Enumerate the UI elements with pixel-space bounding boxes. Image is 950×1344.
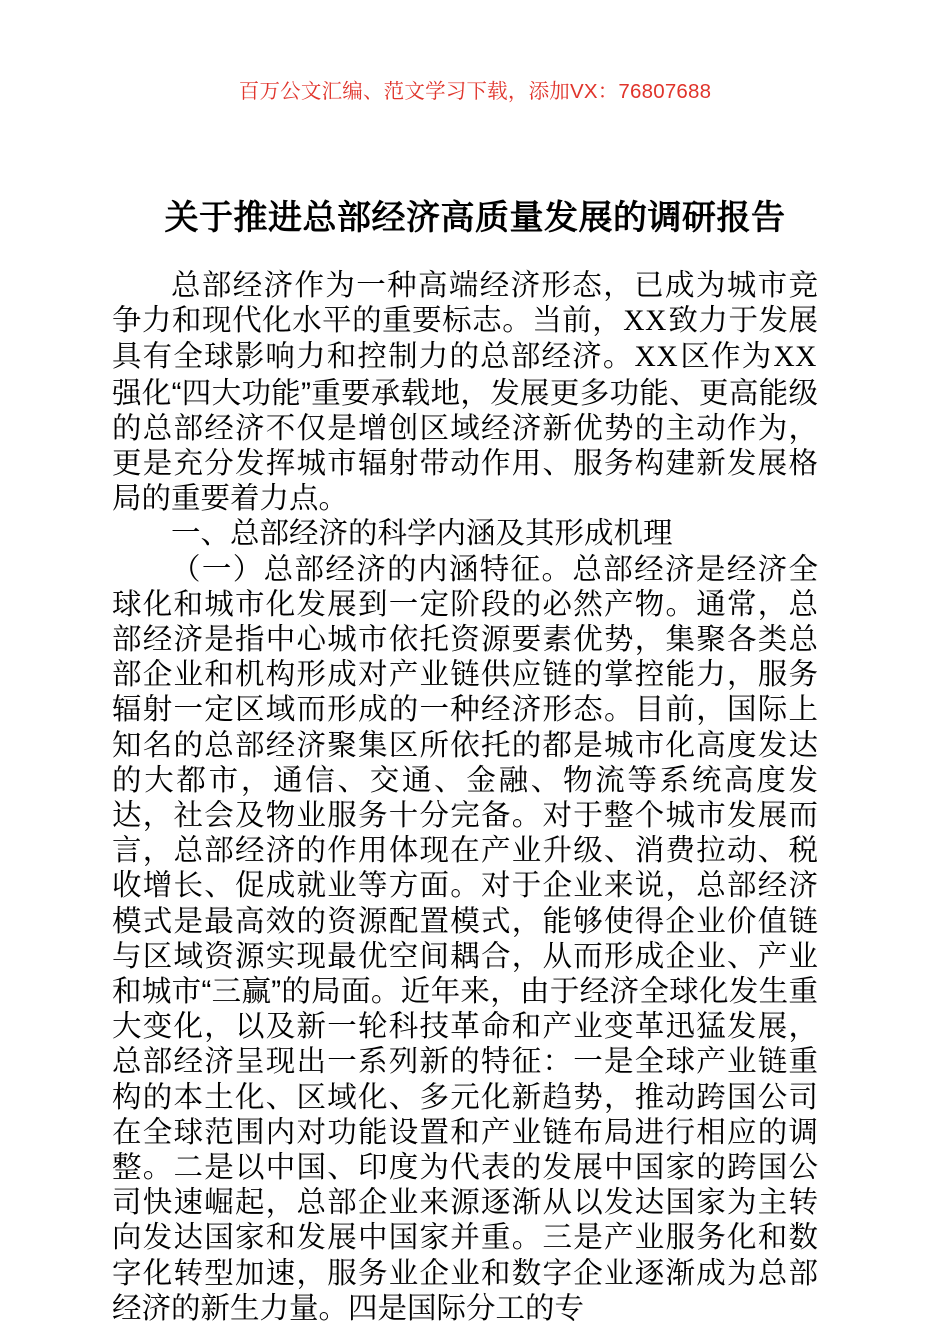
latin-token: XX xyxy=(623,305,667,338)
paragraph-intro: 总部经济作为一种高端经济形态，已成为城市竞争力和现代化水平的重要标志。当前，XX致力于发展具有全球影响力和控制力的总部经济。XX区作为XX强化“四大功能”重要承载地，发展更多功能、更高能级的总部经济不仅是增创区域经济新优势的主动作为，更是充分发挥城市辐射带动作用、服务构建新发展格局的重要着力点。 xyxy=(112,269,818,516)
latin-token: XX xyxy=(773,341,817,374)
section-heading-1: 一、总部经济的科学内涵及其形成机理 xyxy=(171,517,673,551)
page-title: 关于推进总部经济高质量发展的调研报告 xyxy=(164,198,786,237)
document-body xyxy=(112,268,818,1326)
paragraph-1-1: （一）总部经济的内涵特征。总部经济是经济全球化和城市化发展到一定阶段的必然产物。通常，总部经济是指中心城市依托资源要素优势，集聚各类总部企业和机构形成对产业链供应链的掌控能力，服务辐射一定区域而形成的一种经济形态。目前，国际上知名的总部经济聚集区所依托的都是城市化高度发达的大都市，通信、交通、金融、物流等系统高度发达，社会及物业服务十分完备。对于整个城市发展而言，总部经济的作用体现在产业升级、消费拉动、税收增长、促成就业等方面。对于企业来说，总部经济模式是最高效的资源配置模式，能够使得企业价值链与区域资源实现最优空间耦合，从而形成企业、产业和城市“三赢”的局面。近年来，由于经济全球化发生重大变化，以及新一轮科技革命和产业变革迅猛发展，总部经济呈现出一系列新的特征：一是全球产业链重构的本土化、区域化、多元化新趋势，推动跨国公司在全球范围内对功能设置和产业链布局进行相应的调整。二是以中国、印度为代表的发展中国家的跨国公司快速崛起，总部企业来源逐渐从以发达国家为主转向发达国家和发展中国家并重。三是产业服务化和数字化转型加速，服务业企业和数字企业逐渐成为总部经济的新生力量。四是国际分工的专 xyxy=(112,552,818,1325)
promo-header-text: 百万公文汇编、范文学习下载，添加VX：76807688 xyxy=(238,80,712,103)
latin-token: XX xyxy=(634,341,679,374)
